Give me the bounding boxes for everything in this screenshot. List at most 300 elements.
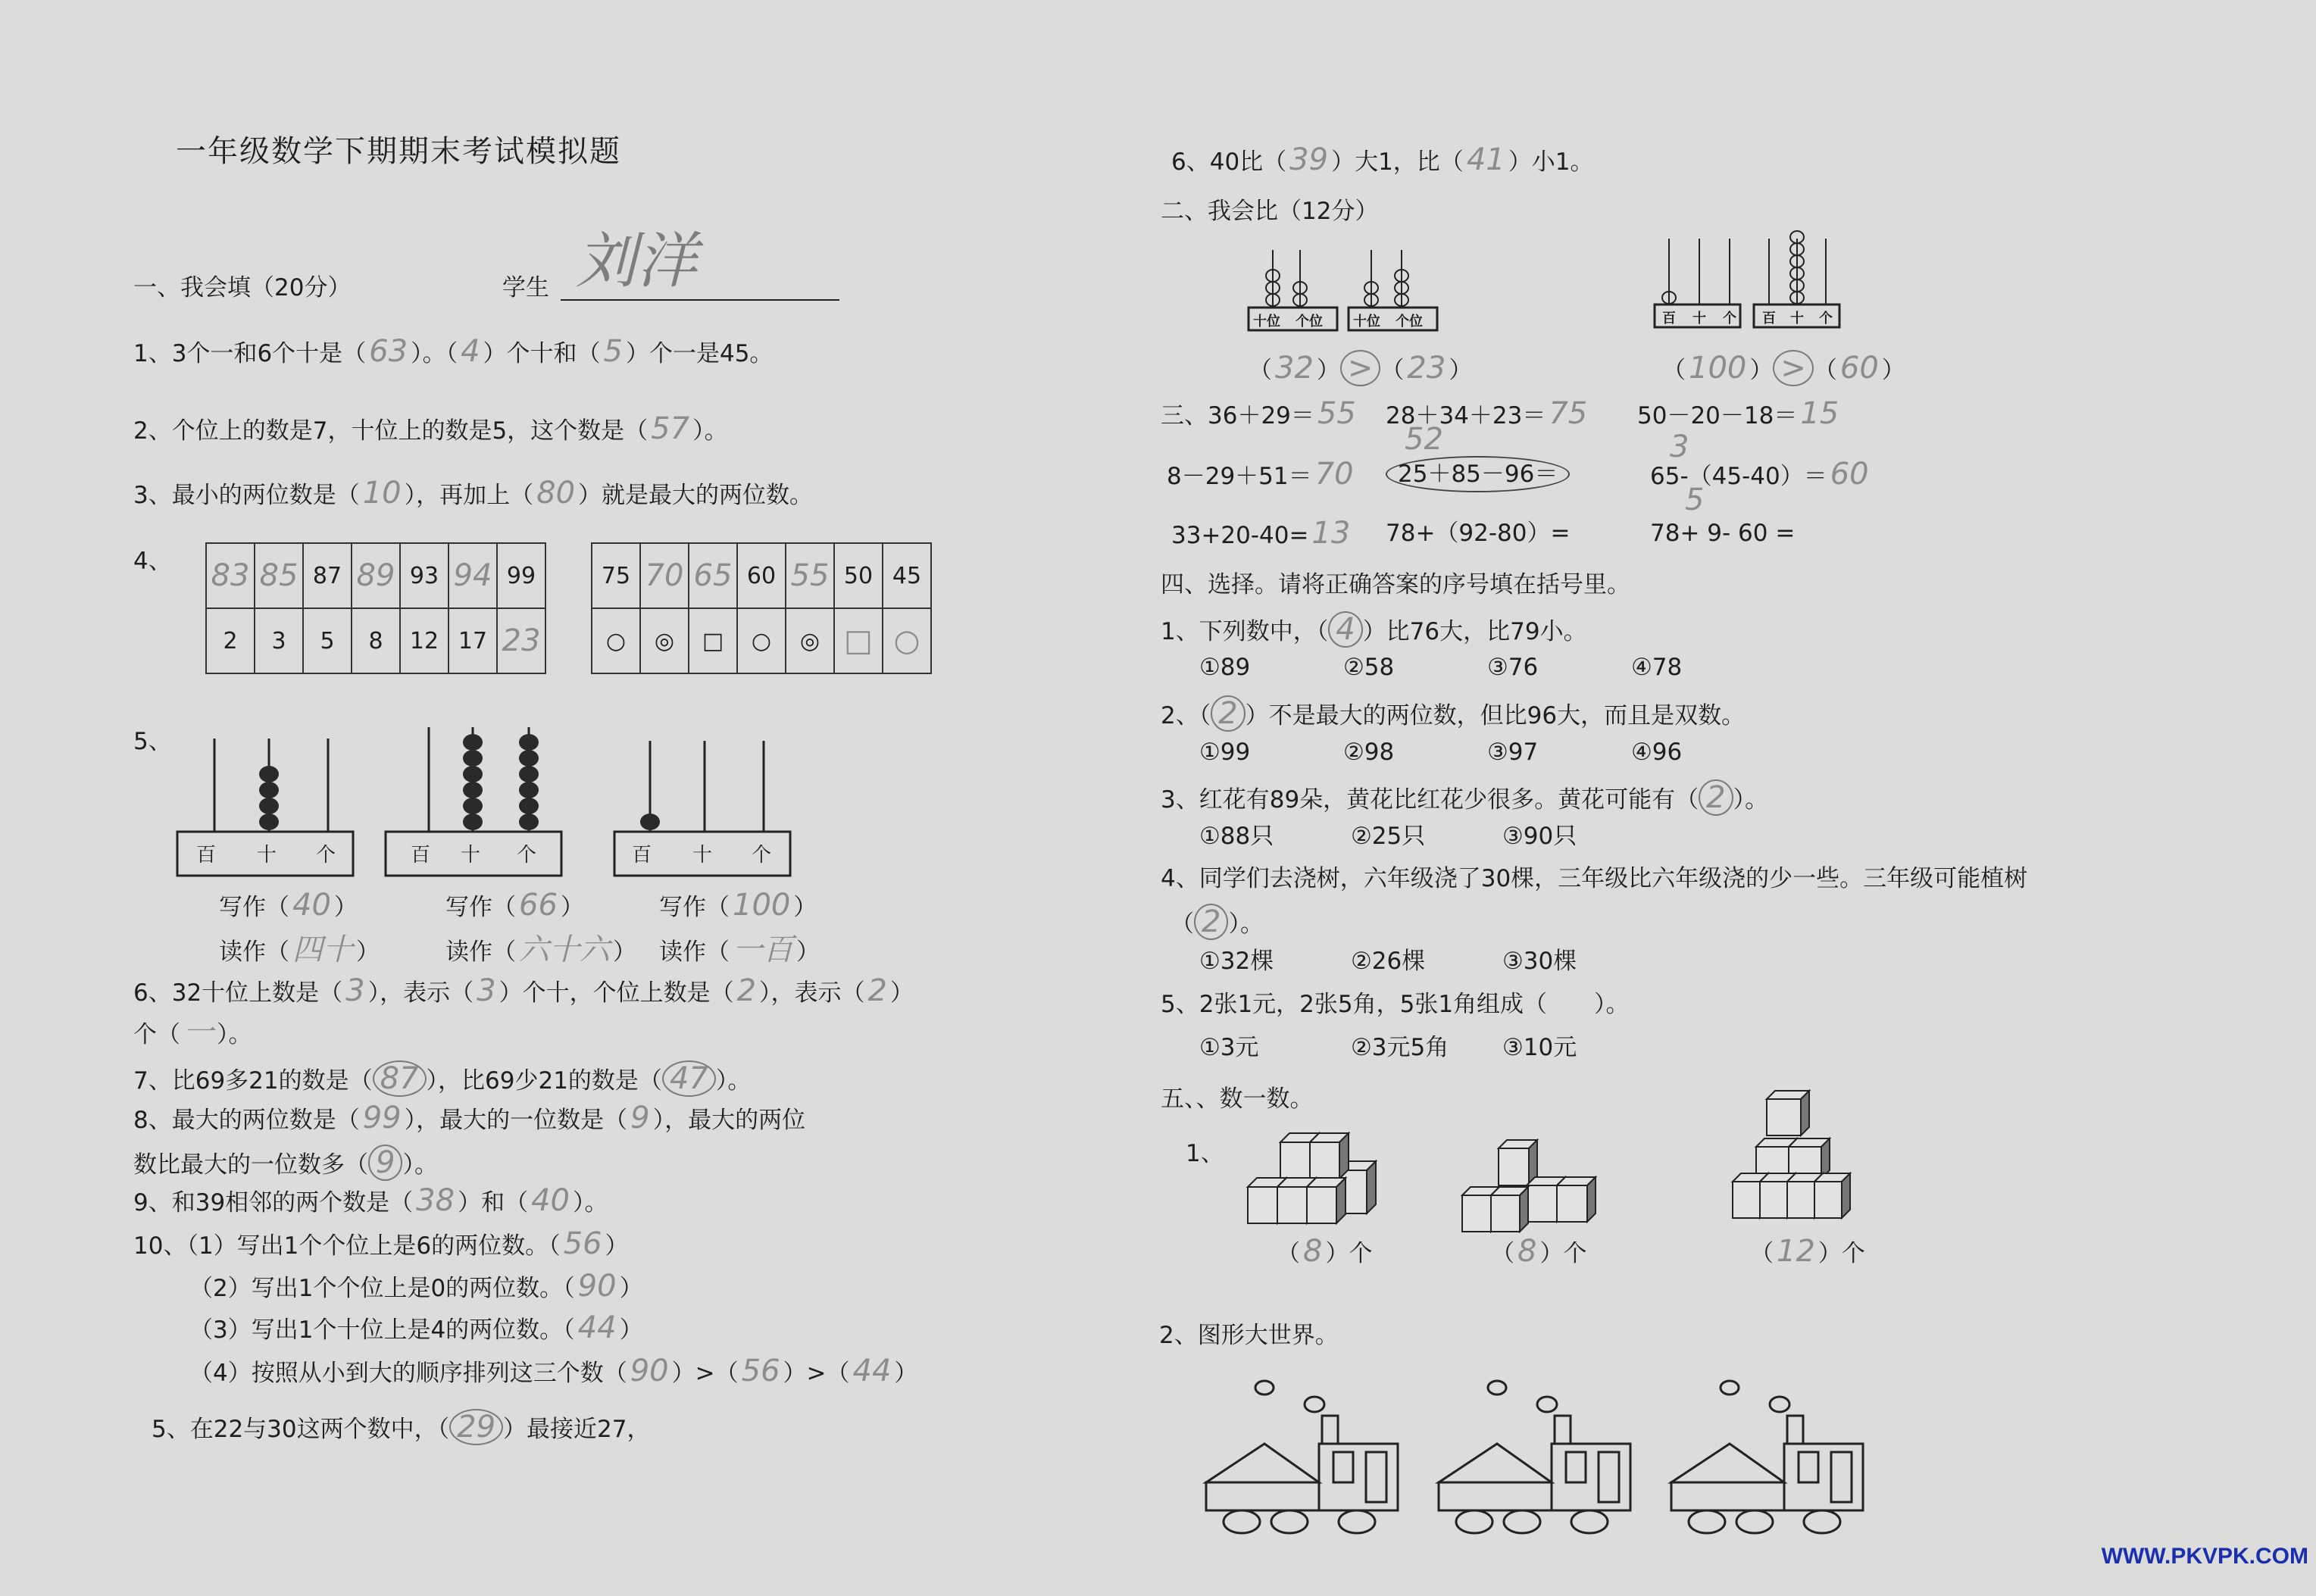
abacus-bead	[463, 782, 483, 798]
handwritten-cell: 83	[206, 543, 255, 608]
answer-option: ②3元5角	[1351, 1034, 1449, 1061]
train-wheel	[1571, 1510, 1608, 1533]
printed-text: ），表示（	[759, 979, 865, 1007]
abacus-bead	[519, 766, 539, 782]
abacus-place-label: 百	[632, 844, 652, 867]
printed-text: （	[1813, 357, 1837, 384]
abacus-bead	[519, 798, 539, 814]
handwritten-cell: 94	[449, 543, 497, 608]
abacus-bead	[519, 782, 539, 798]
train-chimney	[1555, 1416, 1571, 1444]
calc-8	[1386, 518, 1570, 548]
table-cell: 87	[303, 543, 352, 608]
printed-text: ）	[793, 894, 817, 921]
circled-handwritten-answer: 9	[368, 1145, 402, 1181]
number-pattern-table-1	[205, 542, 546, 674]
section-2-heading: 二、我会比（12分）	[1161, 198, 1379, 225]
printed-text: ）。	[217, 1021, 252, 1048]
train-window	[1831, 1452, 1852, 1502]
printed-text: （	[1277, 1240, 1300, 1267]
handwritten-cell: 70	[640, 543, 689, 608]
cube-front-face	[1789, 1147, 1821, 1179]
section-4-heading: 四、选择。请将正确答案的序号填在括号里。	[1161, 571, 1630, 598]
question-1-4-label: 4、	[133, 548, 172, 575]
answer-option: ①32棵	[1199, 948, 1274, 975]
abacus-bead	[463, 750, 483, 767]
abacus-bead	[1266, 294, 1280, 306]
table-cell: □	[689, 608, 737, 673]
abacus-bead	[1293, 282, 1307, 294]
question-1-9	[133, 1185, 608, 1218]
compare-1	[1249, 350, 1472, 386]
printed-text: ）	[1881, 357, 1905, 384]
printed-text: 8－29＋51＝	[1167, 463, 1312, 490]
train-car-body	[1671, 1482, 1784, 1510]
handwritten-cell: 89	[352, 543, 400, 608]
printed-text: ）个一是45。	[625, 340, 774, 367]
abacus-place-label: 十位	[1253, 314, 1280, 330]
calc-5	[1386, 459, 1570, 489]
abacus-place-label: 个位	[1396, 314, 1423, 330]
cube-side-face	[1520, 1187, 1528, 1232]
student-name-line	[561, 299, 839, 301]
printed-text: 78+（92-80）=	[1386, 520, 1571, 547]
abacus-place-label: 个	[1819, 311, 1833, 326]
abacus-bead	[463, 766, 483, 782]
printed-text: 7、比69多21的数是（	[133, 1067, 373, 1095]
table-cell: 3	[255, 608, 303, 673]
handwritten-answer: 63	[369, 334, 408, 369]
cube-side-face	[1491, 1187, 1499, 1232]
abacus-bead	[259, 782, 279, 798]
abacus-bead	[259, 814, 279, 830]
printed-text: ）	[619, 1275, 643, 1302]
table-cell: ○	[592, 608, 640, 673]
printed-text: ）	[560, 894, 584, 921]
abacus-place-label: 个	[517, 844, 537, 867]
smoke-circle	[1770, 1397, 1789, 1412]
answer-option: ④96	[1631, 739, 1683, 766]
printed-text: 三、36＋29＝	[1161, 402, 1314, 429]
table-cell: 2	[206, 608, 255, 673]
handwritten-answer: 60	[1830, 457, 1869, 492]
abacus-bead	[640, 814, 660, 830]
cube-side-face	[1339, 1133, 1349, 1179]
choice-4-options	[1199, 946, 1654, 976]
abacus-bead	[1266, 282, 1280, 294]
handwritten-answer: 55	[1317, 396, 1356, 431]
train-roof-triangle	[1206, 1444, 1319, 1482]
cube-side-face	[1367, 1161, 1376, 1213]
choice-1-options	[1199, 652, 1775, 682]
abacus-place-label: 个	[1723, 311, 1736, 326]
abacus-2-read	[445, 932, 636, 967]
abacus-bead	[1790, 255, 1804, 267]
handwritten-answer: 4	[461, 334, 480, 369]
question-1-11	[152, 1409, 650, 1445]
cube-front-face	[1491, 1195, 1520, 1232]
printed-text: 写作（	[659, 894, 730, 921]
exam-title: 一年级数学下期期末考试模拟题	[176, 134, 621, 169]
handwritten-answer: 60	[1839, 351, 1879, 386]
count-sub-2-label: 2、图形大世界。	[1159, 1322, 1339, 1349]
cube-top-face	[1760, 1173, 1796, 1182]
answer-option: ③76	[1487, 654, 1539, 681]
printed-text: （	[1171, 910, 1194, 938]
abacus-bead	[1395, 294, 1408, 306]
printed-text: 写作（	[445, 894, 516, 921]
train-wheel	[1804, 1510, 1840, 1533]
handwritten-answer: 75	[1549, 396, 1588, 431]
train-window	[1566, 1452, 1586, 1482]
compare-2	[1662, 350, 1905, 386]
train-roof-triangle	[1671, 1444, 1784, 1482]
abacus-3-write	[659, 890, 817, 923]
handwritten-answer: 9	[630, 1101, 650, 1135]
abacus-bead	[259, 798, 279, 814]
printed-text: 1、3个一和6个十是（	[133, 340, 367, 367]
handwritten-answer: 44	[852, 1354, 892, 1388]
handwritten-answer: 六十六	[519, 932, 610, 967]
table-cell: 12	[400, 608, 449, 673]
cube-front-face	[1336, 1170, 1367, 1213]
cube-side-face	[1307, 1178, 1316, 1223]
cube-side-face	[1277, 1178, 1286, 1223]
cube-side-face	[1842, 1173, 1850, 1218]
cube-top-face	[1814, 1173, 1850, 1182]
train-wheel	[1736, 1510, 1773, 1533]
answer-option: ①99	[1199, 739, 1251, 766]
printed-text: （2）写出1个个位上是0的两位数。（	[189, 1275, 575, 1302]
printed-text: ）	[356, 939, 380, 966]
printed-text: ）就是最大的两位数。	[578, 482, 814, 509]
handwritten-answer: 23	[1407, 351, 1446, 386]
handwritten-answer: 5	[603, 334, 623, 369]
table-row	[592, 543, 931, 608]
cube-side-face	[1814, 1173, 1823, 1218]
handwritten-answer: 40	[531, 1183, 570, 1218]
calc-note: 3	[1670, 429, 1689, 464]
cube-top-face	[1280, 1133, 1319, 1142]
printed-text: 6、32十位上数是（	[133, 979, 343, 1007]
cube-top-face	[1787, 1173, 1823, 1182]
printed-text: 78+ 9- 60 =	[1650, 520, 1796, 547]
question-1-8a	[133, 1103, 805, 1135]
train-chimney	[1787, 1416, 1803, 1444]
handwritten-answer: 90	[577, 1269, 617, 1304]
abacus-bead	[463, 814, 483, 830]
printed-text: ）比76大，比79小。	[1362, 618, 1587, 645]
train-wheel	[1339, 1510, 1375, 1533]
abacus-bead	[519, 734, 539, 751]
cube-top-face	[1310, 1133, 1349, 1142]
train-window	[1333, 1452, 1353, 1482]
printed-text: ）个十和（	[483, 340, 601, 367]
handwritten-answer: 四十	[292, 932, 353, 967]
train-wheel	[1271, 1510, 1308, 1533]
cube-top-face	[1336, 1161, 1376, 1170]
printed-text: （	[1380, 357, 1405, 384]
circled-handwritten-answer: 2	[1211, 695, 1245, 732]
answer-option: ①3元	[1199, 1034, 1259, 1061]
choice-4a	[1161, 864, 2027, 894]
handwritten-answer: 12	[1777, 1234, 1815, 1269]
table-cell: 93	[400, 543, 449, 608]
choice-2-options	[1199, 737, 1775, 767]
handwritten-cell: 85	[255, 543, 303, 608]
smoke-circle	[1488, 1381, 1506, 1395]
printed-text: 写作（	[219, 894, 289, 921]
answer-option: ③10元	[1502, 1034, 1577, 1061]
printed-text: 9、和39相邻的两个数是（	[133, 1189, 414, 1217]
printed-text: ）	[894, 1360, 918, 1387]
cube-top-face	[1733, 1173, 1768, 1182]
count-answer-2	[1491, 1236, 1586, 1269]
circled-expression: 25＋85－96＝	[1386, 456, 1570, 492]
cube-top-face	[1767, 1091, 1809, 1099]
printed-text: 读作（	[219, 939, 289, 966]
cube-top-face	[1789, 1138, 1830, 1147]
printed-text: 5、在22与30这两个数中，（	[152, 1416, 450, 1443]
question-1-10-2	[189, 1271, 643, 1304]
train-roof-triangle	[1439, 1444, 1552, 1482]
abacus-place-label: 百	[411, 844, 431, 867]
number-pattern-table-2	[591, 542, 932, 674]
handwritten-answer: 66	[519, 888, 558, 923]
handwritten-cell: □	[834, 608, 883, 673]
table-row	[592, 608, 931, 673]
abacus-place-label: 百	[1662, 311, 1676, 326]
printed-text: ）个	[1817, 1240, 1865, 1267]
cube-side-face	[1310, 1133, 1319, 1179]
train-wheel	[1504, 1510, 1540, 1533]
cube-front-face	[1527, 1185, 1557, 1222]
handwritten-answer: 3	[345, 973, 365, 1008]
table-cell: 75	[592, 543, 640, 608]
printed-text: 28＋34＋23＝	[1386, 402, 1546, 429]
question-1-10-1	[133, 1226, 629, 1261]
handwritten-answer: 40	[292, 888, 331, 923]
answer-option: ②26棵	[1351, 948, 1426, 975]
printed-text: （3）写出1个十位上是4的两位数。（	[189, 1316, 575, 1344]
cube-side-face	[1557, 1177, 1565, 1222]
question-1-5-label: 5、	[133, 728, 172, 755]
printed-text: ）最接近27，	[503, 1416, 651, 1443]
train-cab	[1319, 1444, 1398, 1510]
printed-text: 33+20-40=	[1171, 522, 1309, 549]
printed-text: 数比最大的一位数多（	[133, 1151, 368, 1179]
handwritten-answer: 2	[736, 973, 757, 1008]
abacus-place-label: 十	[461, 844, 481, 867]
handwritten-answer: 3	[477, 973, 496, 1008]
handwritten-answer: 56	[741, 1354, 780, 1388]
printed-text: ）个	[1325, 1240, 1373, 1267]
abacus-bead	[519, 750, 539, 767]
printed-text: ），表示（	[367, 979, 474, 1007]
choice-1	[1161, 611, 1587, 648]
cube-side-face	[1789, 1138, 1797, 1179]
handwritten-answer: 90	[630, 1354, 669, 1388]
cube-front-face	[1462, 1195, 1491, 1232]
handwritten-cell: 65	[689, 543, 737, 608]
answer-option: ③97	[1487, 739, 1539, 766]
smoke-circle	[1305, 1397, 1324, 1412]
printed-text: ）	[613, 939, 636, 966]
handwritten-answer: 10	[362, 476, 402, 511]
table-cell: 45	[883, 543, 931, 608]
printed-text: ）	[1749, 357, 1774, 384]
smoke-circle	[1255, 1381, 1274, 1395]
answer-option: ②25只	[1351, 823, 1426, 850]
question-1-6b	[133, 1017, 252, 1050]
circled-handwritten-answer: 47	[662, 1060, 716, 1097]
cube-front-face	[1280, 1142, 1310, 1179]
count-sub-1-label: 1、	[1186, 1140, 1224, 1167]
printed-text: ）>（	[671, 1360, 739, 1387]
table-row	[206, 543, 545, 608]
handwritten-answer: 2	[867, 973, 887, 1008]
printed-text: ），最大的两位	[652, 1107, 806, 1134]
abacus-place-label: 十位	[1353, 314, 1380, 330]
cube-front-face	[1277, 1187, 1307, 1223]
train-wheel	[1456, 1510, 1492, 1533]
cube-top-face	[1557, 1177, 1596, 1185]
train-car-body	[1206, 1482, 1319, 1510]
abacus-place-label: 个位	[1296, 314, 1323, 330]
abacus-bead	[1790, 292, 1804, 304]
abacus-place-label: 个	[316, 844, 336, 867]
answer-option: ①88只	[1199, 823, 1274, 850]
choice-3	[1161, 779, 1768, 816]
printed-text: （	[1491, 1240, 1514, 1267]
printed-text: ）。	[1733, 786, 1769, 814]
calc-3	[1637, 398, 1842, 431]
handwritten-answer: 80	[536, 476, 576, 511]
circled-handwritten-answer: 4	[1328, 611, 1362, 648]
handwritten-answer: 100	[733, 888, 791, 923]
handwritten-cell: 23	[497, 608, 545, 673]
question-1-10-4	[189, 1356, 917, 1388]
table-row	[206, 608, 545, 673]
calc-1	[1161, 398, 1359, 431]
abacus-bead	[1395, 270, 1408, 282]
smoke-circle	[1721, 1381, 1739, 1395]
abacus-place-label: 个	[752, 844, 772, 867]
calc-4	[1167, 459, 1357, 492]
question-1-6-right	[1171, 142, 1594, 177]
printed-text: 65-（45-40）＝	[1650, 463, 1827, 490]
printed-text: 3、红花有89朵，黄花比红花少很多。黄花可能有（	[1161, 786, 1699, 814]
cube-top-face	[1248, 1178, 1286, 1187]
printed-text: ）	[796, 939, 820, 966]
cube-top-face	[1491, 1187, 1528, 1195]
question-1-3	[133, 478, 813, 511]
calc-note: 5	[1685, 483, 1705, 517]
printed-text: ）	[333, 894, 358, 921]
printed-text: 6、40比（	[1171, 148, 1287, 176]
handwritten-answer: 41	[1466, 142, 1505, 177]
train-cab	[1784, 1444, 1863, 1510]
cube-side-face	[1336, 1178, 1346, 1223]
printed-text: ）。	[1228, 910, 1264, 938]
handwritten-answer: 一	[183, 1015, 214, 1050]
table-cell: ◎	[786, 608, 834, 673]
cube-top-face	[1307, 1178, 1346, 1187]
abacus-1-write	[219, 890, 358, 923]
printed-text: ）	[1316, 357, 1340, 384]
abacus-bead	[1790, 243, 1804, 255]
cube-front-face	[1787, 1182, 1814, 1218]
table-cell: 8	[352, 608, 400, 673]
abacus-bead	[1364, 282, 1378, 294]
abacus-bead	[1790, 231, 1804, 243]
printed-text: （	[1662, 357, 1686, 384]
printed-text: ），最大的一位数是（	[404, 1107, 628, 1134]
train-car-body	[1439, 1482, 1552, 1510]
printed-text: （4）按照从小到大的顺序排列这三个数（	[189, 1360, 627, 1387]
table-cell: 17	[449, 608, 497, 673]
cube-front-face	[1310, 1142, 1339, 1179]
calc-note: 52	[1405, 422, 1443, 457]
handwritten-answer: 38	[416, 1183, 455, 1218]
printed-text: ）。	[402, 1151, 438, 1179]
watermark: WWW.PKVPK.COM	[2101, 1544, 2308, 1569]
cube-front-face	[1814, 1182, 1842, 1218]
printed-text: ）个十，个位上数是（	[499, 979, 734, 1007]
handwritten-answer: 8	[1517, 1234, 1537, 1269]
printed-text: 1、下列数中，（	[1161, 618, 1329, 645]
cube-front-face	[1248, 1187, 1277, 1223]
handwritten-answer: 一百	[733, 932, 793, 967]
cube-front-face	[1760, 1182, 1787, 1218]
printed-text: 4、同学们去浇树，六年级浇了30棵，三年级比六年级浇的少一些。三年级可能植树	[1161, 865, 2028, 892]
calc-7	[1171, 518, 1353, 551]
abacus-bead	[259, 766, 279, 782]
section-1-heading: 一、我会填（20分）	[133, 274, 352, 301]
abacus-2-write	[445, 890, 584, 923]
calc-6	[1650, 459, 1872, 492]
question-1-10-3	[189, 1310, 643, 1345]
cube-side-face	[1587, 1177, 1596, 1222]
printed-text: （	[1750, 1240, 1774, 1267]
circled-handwritten-answer: 29	[449, 1409, 503, 1445]
choice-5	[1161, 989, 1630, 1020]
train-wheel	[1224, 1510, 1260, 1533]
circled-handwritten-answer: 2	[1194, 904, 1228, 940]
cube-side-face	[1821, 1138, 1830, 1179]
cube-front-face	[1307, 1187, 1336, 1223]
printed-text: ）。	[692, 417, 728, 445]
question-1-8b	[133, 1145, 438, 1181]
cube-front-face	[1557, 1185, 1587, 1222]
printed-text: ）。	[715, 1067, 752, 1095]
table-cell: 5	[303, 608, 352, 673]
table-cell: ○	[737, 608, 786, 673]
choice-4b	[1171, 904, 1264, 940]
printed-text: 50－20－18＝	[1637, 402, 1798, 429]
section-5-heading: 五、、数一数。	[1161, 1085, 1314, 1113]
handwritten-cell: 55	[786, 543, 834, 608]
train-window	[1599, 1452, 1619, 1502]
handwritten-answer: 32	[1275, 351, 1314, 386]
abacus-bead	[1364, 294, 1378, 306]
train-chimney	[1322, 1416, 1338, 1444]
calc-9	[1650, 518, 1795, 548]
choice-2	[1161, 695, 1745, 732]
choice-5-options	[1199, 1032, 1654, 1063]
abacus-bead	[1293, 294, 1307, 306]
handwritten-answer: 39	[1289, 142, 1329, 177]
